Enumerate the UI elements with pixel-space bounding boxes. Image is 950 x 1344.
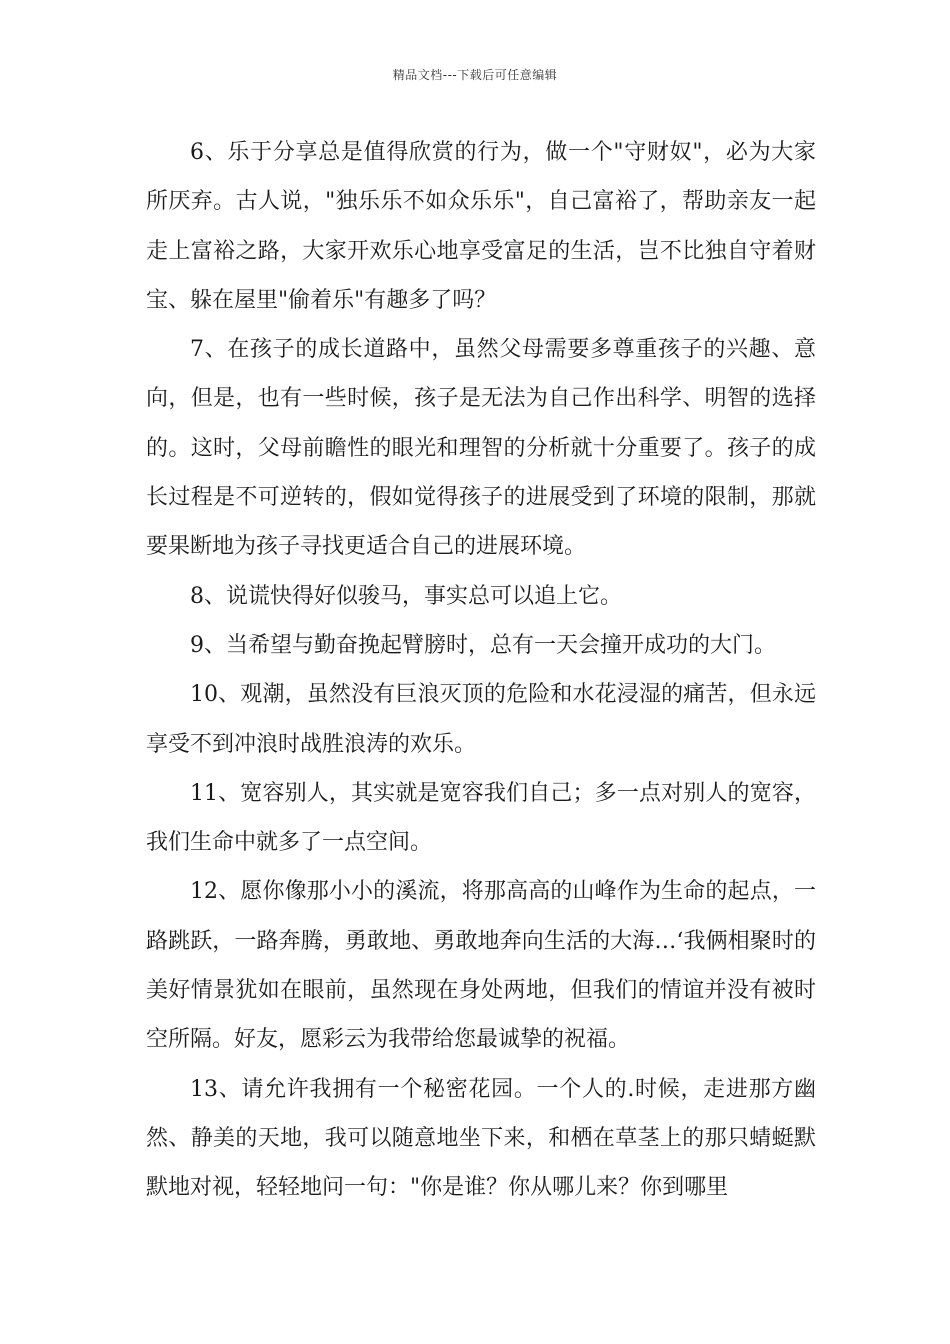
paragraph-11: 11、宽容别人，其实就是宽容我们自己；多一点对别人的宽容，我们生命中就多了一点空间。 xyxy=(146,780,816,856)
paragraph-8: 8、说谎快得好似骏马，事实总可以追上它。 xyxy=(190,583,622,609)
paragraph-6: 6、乐于分享总是值得欣赏的行为，做一个"守财奴"，必为大家所厌弃。古人说，"独乐乐不如众乐乐"，自己富裕了，帮助亲友一起走上富裕之路，大家开欢乐心地享受富足的生活，岂不比独自守着财宝、躲在屋里"偷着乐"有趣多了吗？ xyxy=(146,140,816,313)
paragraph-13: 13、请允许我拥有一个秘密花园。一个人的.时候，走进那方幽然、静美的天地，我可以随意地坐下来，和栖在草茎上的那只蜻蜓默默地对视，轻轻地问一句："你是谁？你从哪儿来？你到哪里 xyxy=(146,1076,816,1201)
page-header: 精品文档---下载后可任意编辑 xyxy=(392,68,558,82)
paragraph-7: 7、在孩子的成长道路中，虽然父母需要多尊重孩子的兴趣、意向，但是，也有一些时候，孩子是无法为自己作出科学、明智的选择的。这时，父母前瞻性的眼光和理智的分析就十分重要了。孩子的成长过程是不可逆转的，假如觉得孩子的进展受到了环境的限制，那就要果断地为孩子寻找更适合自己的进展环境。 xyxy=(146,337,816,560)
document-body xyxy=(146,128,816,1213)
paragraph-10: 10、观潮，虽然没有巨浪灭顶的危险和水花浸湿的痛苦，但永远享受不到冲浪时战胜浪涛的欢乐。 xyxy=(146,682,816,757)
paragraph-12: 12、愿你像那小小的溪流，将那高高的山峰作为生命的起点，一路跳跃，一路奔腾，勇敢地、勇敢地奔向生活的大海…‘我俩相聚时的美好情景犹如在眼前，虽然现在身处两地，但我们的情谊并没有被时空所隔。好友，愿彩云为我带给您最诚挚的祝福。 xyxy=(146,879,816,1053)
paragraph-9: 9、当希望与勤奋挽起臂膀时，总有一天会撞开成功的大门。 xyxy=(190,632,776,658)
